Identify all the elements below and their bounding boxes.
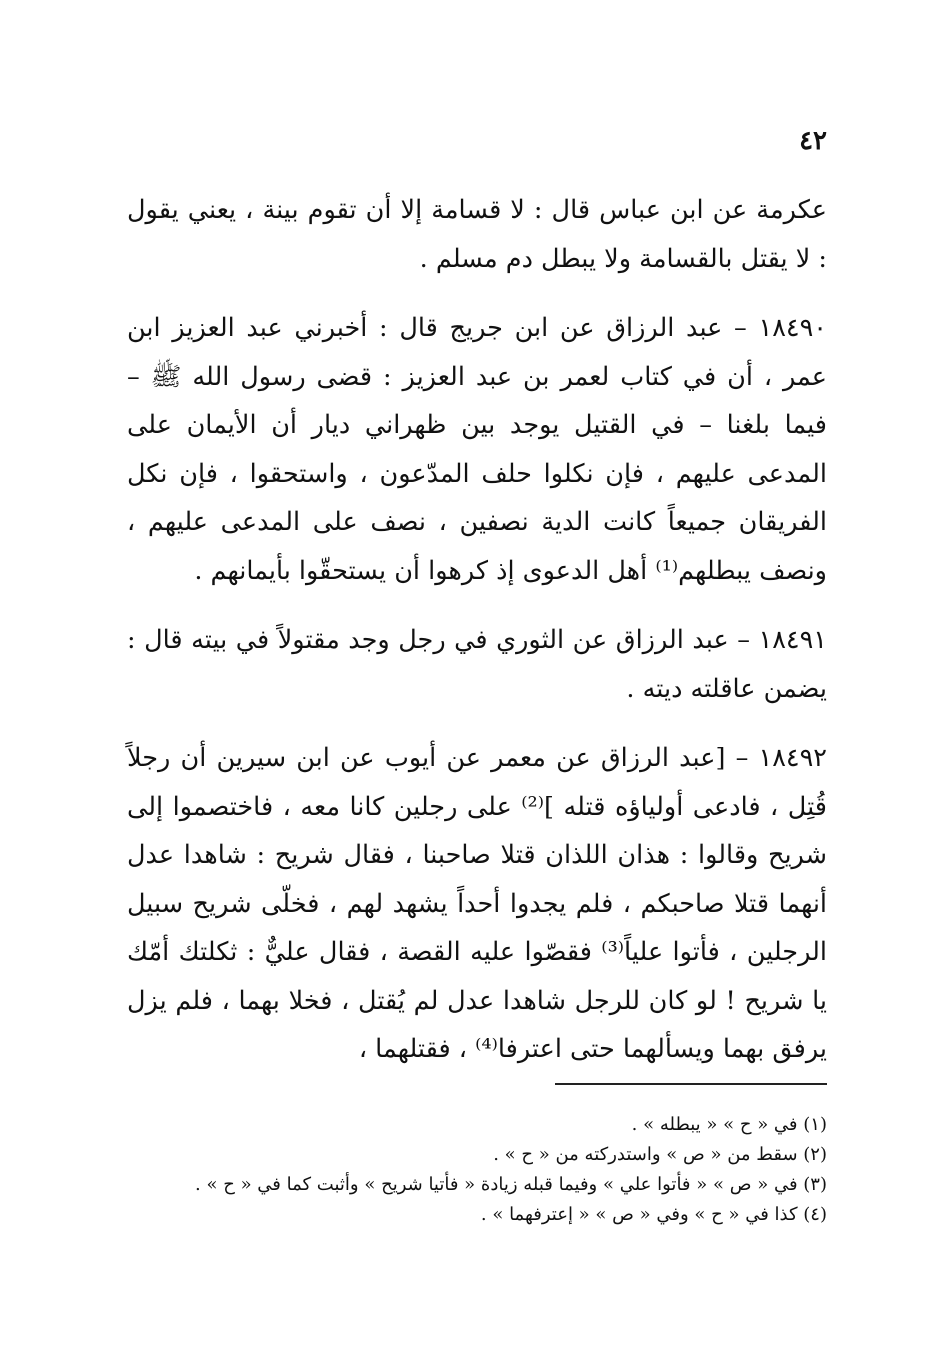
footnote-1: (١) في « ح » « يبطله » . [631, 1114, 827, 1135]
page-number: ٤٢ [799, 126, 827, 156]
footnotes [127, 1110, 827, 1230]
paragraph-18492: ١٨٤٩٢ – [عبد الرزاق عن معمر عن أيوب عن ابن سيرين أن رجلاً قُتِل ، فادعى أولياؤه قتله ]⁽²⁾ على رجلين كانا معه ، فاختصموا إلى شريح وقالوا : هذان اللذان قتلا صاحبنا ، فقال شريح : شاهدا عدل أنهما قتلا صاحبكم ، فلم يجدوا أحداً يشهد لهم ، فخلّى شريح سبيل الرجلين ، فأتوا علياً⁽³⁾ فقصّوا عليه القصة ، فقال عليٌّ : ثكلتك أمّك يا شريح ! لو كان للرجل شاهدا عدل لم يُقتل ، فخلا بهما ، فلم يزل يرفق بهما ويسألهما حتى اعترفا⁽⁴⁾ ، فقتلهما ، [127, 743, 827, 1064]
main-text [127, 186, 827, 1074]
footnote-separator [555, 1083, 827, 1085]
paragraph-intro: عكرمة عن ابن عباس قال : لا قسامة إلا أن تقوم بينة ، يعني يقول : لا يقتل بالقسامة ولا يبطل دم مسلم . [127, 195, 827, 274]
paragraph-18491: ١٨٤٩١ – عبد الرزاق عن الثوري في رجل وجد مقتولاً في بيته قال : يضمن عاقلته ديته . [127, 625, 827, 704]
footnote-3: (٣) في « ص » « فأتوا علي » وفيما قبله زيادة « فأتيا شريح » وأثبت كما في « ح » . [195, 1174, 827, 1195]
paragraph-18490: ١٨٤٩٠ – عبد الرزاق عن ابن جريج قال : أخبرني عبد العزيز ابن عمر ، أن في كتاب لعمر بن عبد العزيز : قضى رسول الله ﷺ – فيما بلغنا – في القتيل يوجد بين ظهراني ديار أن الأيمان على المدعى عليهم ، فإن نكلوا حلف المدّعون ، واستحقوا ، فإن نكل الفريقان جميعاً كانت الدية نصفين ، نصف على المدعى عليهم ، ونصف يبطلهم⁽¹⁾ أهل الدعوى إذ كرهوا أن يستحقّوا بأيمانهم . [127, 313, 827, 586]
footnote-2: (٢) سقط من « ص » واستدركته من « ح » . [493, 1144, 827, 1165]
footnote-4: (٤) كذا في « ح » وفي « ص » « إعترفهما » . [480, 1204, 827, 1225]
